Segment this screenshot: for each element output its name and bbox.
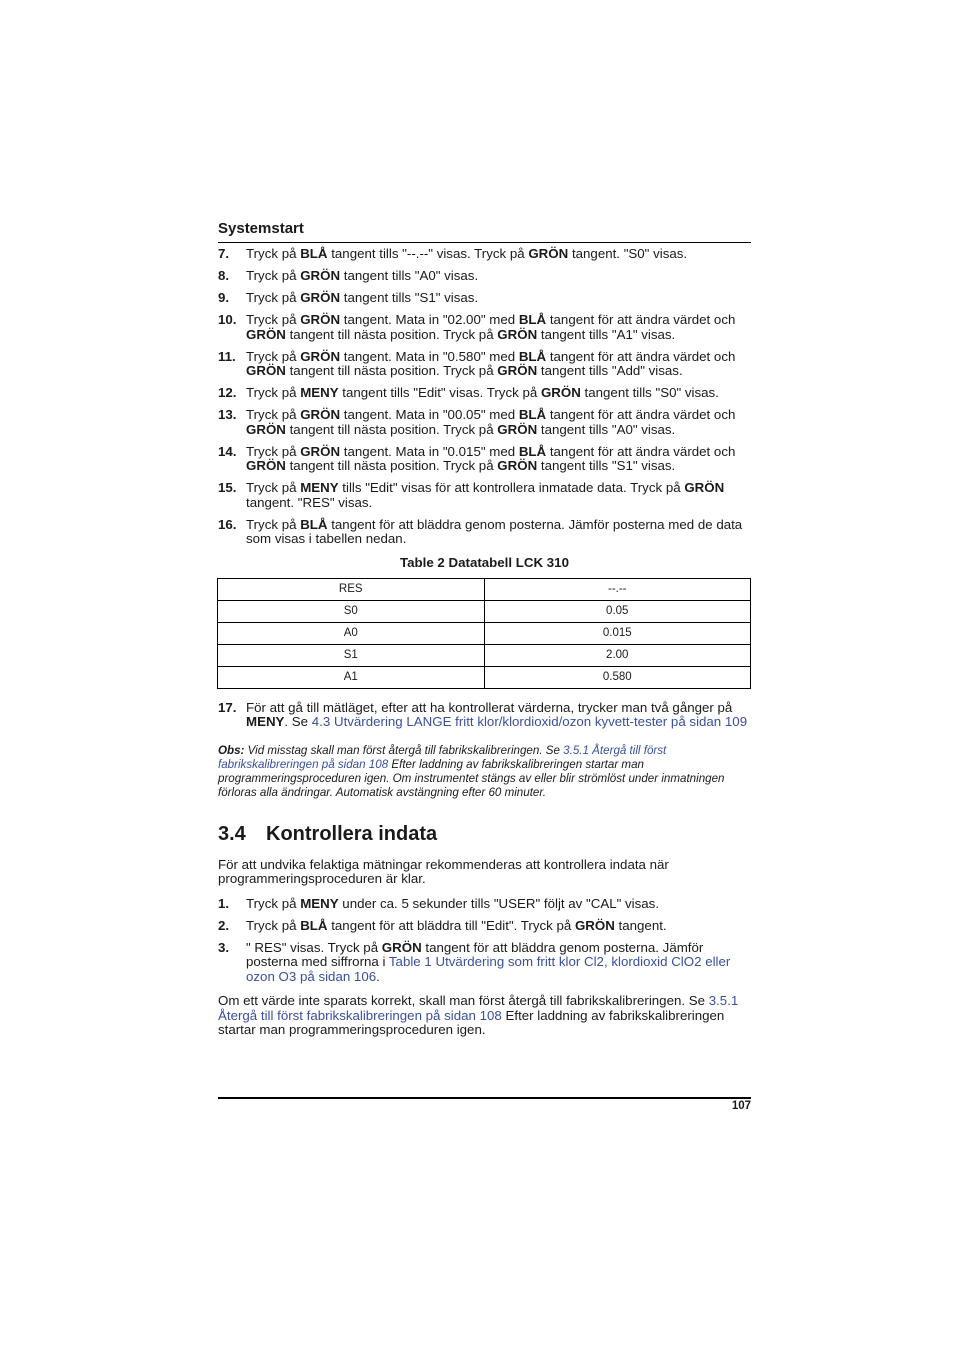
body-text: tangent tills "S1" visas. bbox=[537, 458, 676, 473]
emphasis-text: BLÅ bbox=[518, 443, 547, 459]
table-cell-value: 0.580 bbox=[484, 666, 751, 688]
emphasis-text: BLÅ bbox=[518, 312, 547, 327]
step-number: 2. bbox=[218, 917, 230, 933]
table-cell-value: --.-- bbox=[484, 578, 751, 600]
body-text: tangent tills "A0" visas. bbox=[537, 421, 676, 437]
data-table bbox=[217, 578, 751, 689]
emphasis-text: GRÖN bbox=[684, 480, 725, 495]
body-text: tangent till nästa position. Tryck på bbox=[285, 458, 498, 473]
body-text: tangent för att bläddra genom posterna. Jämför posterna med de data som visas i tabellen nedan. bbox=[246, 516, 743, 546]
closing-paragraph bbox=[218, 994, 751, 1038]
list-item bbox=[218, 701, 751, 730]
step-list-startup bbox=[218, 247, 751, 547]
list-item bbox=[218, 897, 751, 912]
emphasis-text: GRÖN bbox=[574, 917, 615, 933]
table-row bbox=[218, 666, 751, 688]
body-text: tangent för att ändra värdet och bbox=[546, 407, 736, 422]
body-text: Tryck på bbox=[246, 312, 301, 327]
emphasis-text: MENY bbox=[300, 480, 339, 495]
body-text: tangent för att bläddra till "Edit". Tryck på bbox=[327, 917, 575, 933]
body-text: tangent tills "A0" visas. bbox=[340, 268, 479, 283]
table-cell-value: 2.00 bbox=[484, 644, 751, 666]
page-number: 107 bbox=[731, 1100, 751, 1112]
body-text: Tryck på bbox=[246, 516, 301, 532]
step-number: 1. bbox=[218, 895, 230, 911]
body-text: tangent för att bläddra genom posterna. Jämför posterna med siffrorna i bbox=[246, 939, 704, 970]
body-text: tangent för att ändra värdet och bbox=[546, 443, 736, 459]
emphasis-text: GRÖN bbox=[300, 268, 341, 283]
table-cell-parameter: RES bbox=[218, 578, 485, 600]
body-text: tangent tills "S0" visas. bbox=[580, 385, 719, 400]
list-item bbox=[218, 518, 751, 547]
list-item bbox=[218, 269, 751, 284]
list-item bbox=[218, 408, 751, 437]
list-item bbox=[218, 941, 751, 985]
body-text: tills "Edit" visas för att kontrollera inmatade data. Tryck på bbox=[338, 480, 685, 495]
emphasis-text: GRÖN bbox=[246, 458, 286, 473]
list-item bbox=[218, 445, 751, 474]
list-item bbox=[218, 386, 751, 401]
table-row bbox=[218, 644, 751, 666]
body-text: tangent tills "Edit" visas. Tryck på bbox=[338, 385, 541, 400]
table-cell-parameter: A0 bbox=[218, 622, 485, 644]
body-text: tangent. Mata in "0.015" med bbox=[340, 443, 519, 459]
emphasis-text: BLÅ bbox=[300, 246, 328, 261]
body-text: tangent. Mata in "02.00" med bbox=[340, 312, 519, 327]
body-text: tangent. Mata in "00.05" med bbox=[340, 407, 519, 422]
emphasis-text: GRÖN bbox=[300, 312, 341, 327]
section-title: Kontrollera indata bbox=[266, 822, 438, 845]
emphasis-text: BLÅ bbox=[518, 407, 547, 422]
table-caption: Table 2 Datatabell LCK 310 bbox=[400, 554, 569, 570]
step-number: 12. bbox=[218, 385, 237, 400]
section-heading bbox=[218, 822, 751, 846]
body-text: Tryck på bbox=[246, 443, 301, 459]
body-text: tangent till nästa position. Tryck på bbox=[285, 421, 498, 437]
body-text: Tryck på bbox=[246, 268, 301, 283]
body-text: tangent. Mata in "0.580" med bbox=[340, 348, 519, 364]
body-text: tangent. bbox=[614, 917, 667, 933]
body-text: tangent. "RES" visas. bbox=[246, 494, 373, 510]
body-text: tangent till nästa position. Tryck på bbox=[285, 363, 498, 378]
emphasis-text: GRÖN bbox=[381, 939, 422, 955]
emphasis-text: GRÖN bbox=[300, 443, 341, 459]
footer-rule bbox=[218, 1097, 751, 1099]
emphasis-text: GRÖN bbox=[497, 363, 538, 378]
emphasis-text: Obs: bbox=[218, 743, 245, 757]
step-number: 10. bbox=[218, 312, 237, 327]
document-page bbox=[218, 220, 751, 1048]
table-cell-parameter: S1 bbox=[218, 644, 485, 666]
body-text: För att gå till mätläget, efter att ha kontrollerat värderna, trycker man två gånger på bbox=[246, 699, 733, 715]
step-number: 7. bbox=[218, 246, 230, 261]
table-row bbox=[218, 578, 751, 600]
body-text: Tryck på bbox=[246, 385, 301, 400]
cross-reference-link[interactable]: 3.5.1 Återgå till först fabrikskalibreringen på sidan 108 bbox=[218, 993, 739, 1023]
list-item bbox=[218, 919, 751, 934]
body-text: Efter laddning av fabrikskalibreringen startar man programmeringsproceduren igen. Om instrumentet stängs av eller blir strömlöst under inmatningen förloras alla ändringar. Automatisk avstängning efter 60 minuter. bbox=[218, 757, 725, 800]
section-number: 3.4 bbox=[218, 822, 246, 845]
list-item bbox=[218, 350, 751, 379]
list-item bbox=[218, 247, 751, 262]
emphasis-text: GRÖN bbox=[300, 407, 341, 422]
cross-reference-link[interactable]: 4.3 Utvärdering LANGE fritt klor/klordioxid/ozon kyvett-tester på sidan 109 bbox=[311, 714, 748, 729]
table-cell-parameter: A1 bbox=[218, 666, 485, 688]
body-text: Vid misstag skall man först återgå till fabrikskalibreringen. Se bbox=[244, 743, 564, 757]
body-text: Tryck på bbox=[246, 407, 301, 422]
step-number: 14. bbox=[218, 443, 237, 459]
cross-reference-link[interactable]: Table 1 Utvärdering som fritt klor Cl2, klordioxid ClO2 eller ozon O3 på sidan 106 bbox=[246, 954, 731, 984]
intro-paragraph: För att undvika felaktiga mätningar rekommenderas att kontrollera indata när programmeringsproceduren är klar. bbox=[218, 856, 669, 887]
body-text: Tryck på bbox=[246, 246, 301, 261]
table-cell-value: 0.015 bbox=[484, 622, 751, 644]
body-text: . Se bbox=[284, 714, 312, 729]
body-text: Tryck på bbox=[246, 348, 301, 364]
body-text: tangent för att ändra värdet och bbox=[546, 348, 736, 364]
step-number: 11. bbox=[218, 348, 236, 364]
emphasis-text: MENY bbox=[300, 385, 339, 400]
emphasis-text: GRÖN bbox=[246, 421, 286, 437]
body-text: under ca. 5 sekunder tills "USER" följt av "CAL" visas. bbox=[338, 895, 660, 911]
emphasis-text: GRÖN bbox=[300, 348, 341, 364]
step-number: 8. bbox=[218, 268, 230, 283]
cross-reference-link[interactable]: 3.5.1 Återgå till först fabrikskalibreringen på sidan 108 bbox=[218, 743, 667, 771]
table-row bbox=[218, 600, 751, 622]
body-text: Om ett värde inte sparats korrekt, skall man först återgå till fabrikskalibreringen. Se bbox=[218, 993, 709, 1009]
step-number: 17. bbox=[218, 699, 237, 715]
table-cell-parameter: S0 bbox=[218, 600, 485, 622]
body-text: Tryck på bbox=[246, 895, 301, 911]
emphasis-text: MENY bbox=[300, 895, 339, 911]
step-number: 13. bbox=[218, 407, 237, 422]
emphasis-text: GRÖN bbox=[540, 385, 581, 400]
table-cell-value: 0.05 bbox=[484, 600, 751, 622]
body-text: Tryck på bbox=[246, 917, 301, 933]
emphasis-text: BLÅ bbox=[300, 917, 328, 933]
body-text: " RES" visas. Tryck på bbox=[246, 939, 382, 955]
body-text: tangent till nästa position. Tryck på bbox=[285, 326, 498, 342]
table-row bbox=[218, 622, 751, 644]
step-number: 9. bbox=[218, 290, 230, 305]
emphasis-text: GRÖN bbox=[528, 246, 569, 261]
emphasis-text: BLÅ bbox=[518, 348, 547, 364]
step-number: 3. bbox=[218, 939, 230, 955]
emphasis-text: GRÖN bbox=[300, 290, 341, 305]
emphasis-text: GRÖN bbox=[497, 458, 538, 473]
body-text: tangent tills "S1" visas. bbox=[340, 290, 479, 305]
list-item bbox=[218, 481, 751, 510]
step-number: 15. bbox=[218, 480, 237, 495]
body-text: Tryck på bbox=[246, 290, 301, 305]
body-text: tangent för att ändra värdet och bbox=[546, 312, 736, 327]
list-item bbox=[218, 291, 751, 306]
step-list-check bbox=[218, 897, 751, 985]
body-text: tangent tills "Add" visas. bbox=[537, 363, 683, 378]
emphasis-text: GRÖN bbox=[246, 326, 286, 342]
step-list-exit bbox=[218, 701, 751, 730]
emphasis-text: GRÖN bbox=[246, 363, 286, 378]
note-paragraph bbox=[218, 744, 751, 801]
body-text: tangent tills "A1" visas. bbox=[537, 326, 676, 342]
body-text: . bbox=[376, 968, 380, 984]
body-text: Efter laddning av fabrikskalibreringen startar man programmeringsproceduren igen. bbox=[218, 1007, 725, 1038]
running-head: Systemstart bbox=[218, 220, 751, 243]
emphasis-text: GRÖN bbox=[497, 421, 538, 437]
list-item bbox=[218, 313, 751, 342]
body-text: tangent tills "--.--" visas. Tryck på bbox=[327, 246, 529, 261]
body-text: tangent. "S0" visas. bbox=[568, 246, 688, 261]
step-number: 16. bbox=[218, 516, 237, 532]
emphasis-text: GRÖN bbox=[497, 326, 538, 342]
emphasis-text: BLÅ bbox=[300, 516, 328, 532]
emphasis-text: MENY bbox=[246, 714, 285, 729]
body-text: Tryck på bbox=[246, 480, 301, 495]
